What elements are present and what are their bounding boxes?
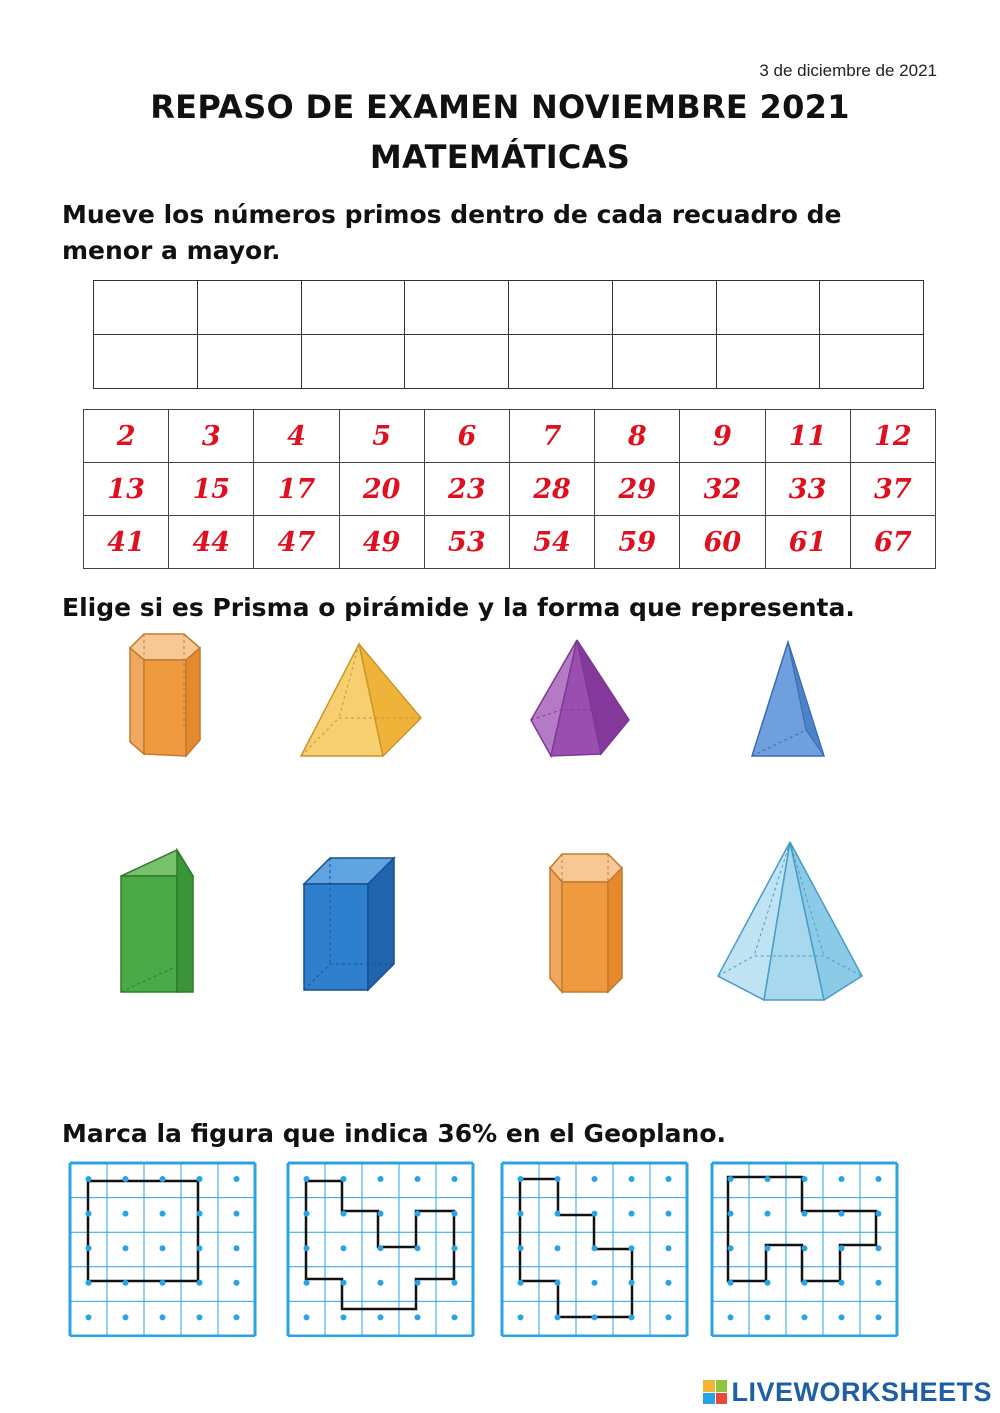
draggable-number[interactable]: 12 — [850, 410, 935, 463]
triangular-prism-icon[interactable] — [117, 846, 197, 996]
draggable-number[interactable]: 59 — [595, 516, 680, 569]
answer-drop-cell[interactable] — [820, 335, 924, 389]
rectangular-prism-icon[interactable] — [300, 854, 398, 994]
triangular-pyramid-icon[interactable] — [750, 638, 830, 760]
geoplano-option-4[interactable] — [706, 1157, 900, 1337]
square-pyramid-icon[interactable] — [297, 640, 425, 762]
draggable-number[interactable]: 23 — [424, 463, 509, 516]
answer-drop-cell[interactable] — [405, 281, 509, 335]
geoplano-option-3[interactable] — [496, 1157, 690, 1337]
draggable-number[interactable]: 33 — [765, 463, 850, 516]
draggable-number[interactable]: 67 — [850, 516, 935, 569]
number-row — [84, 516, 936, 569]
draggable-number[interactable]: 20 — [339, 463, 424, 516]
draggable-number[interactable]: 9 — [680, 410, 765, 463]
draggable-number[interactable]: 53 — [424, 516, 509, 569]
answer-drop-cell[interactable] — [94, 335, 198, 389]
answer-drop-cell[interactable] — [301, 281, 405, 335]
answer-drop-cell[interactable] — [301, 335, 405, 389]
draggable-number[interactable]: 4 — [254, 410, 339, 463]
liveworksheets-logo — [703, 1376, 992, 1408]
instruction-geoplano: Marca la figura que indica 36% en el Geoplano. — [62, 1119, 727, 1148]
draggable-number[interactable]: 13 — [84, 463, 169, 516]
logo-icon — [703, 1380, 727, 1404]
page-title: REPASO DE EXAMEN NOVIEMBRE 2021 — [150, 88, 850, 126]
answer-row — [94, 335, 924, 389]
date-label: 3 de diciembre de 2021 — [759, 61, 937, 80]
draggable-number[interactable]: 17 — [254, 463, 339, 516]
answer-drop-cell[interactable] — [509, 281, 613, 335]
logo-text: LIVEWORKSHEETS — [731, 1376, 992, 1407]
draggable-number[interactable]: 29 — [595, 463, 680, 516]
answer-row — [94, 281, 924, 335]
answer-drop-cell[interactable] — [716, 281, 820, 335]
answer-drop-cell[interactable] — [197, 281, 301, 335]
draggable-number[interactable]: 61 — [765, 516, 850, 569]
answer-drop-cell[interactable] — [716, 335, 820, 389]
draggable-number[interactable]: 47 — [254, 516, 339, 569]
answer-drop-cell[interactable] — [197, 335, 301, 389]
draggable-number[interactable]: 6 — [424, 410, 509, 463]
draggable-number[interactable]: 54 — [509, 516, 594, 569]
draggable-number[interactable]: 8 — [595, 410, 680, 463]
answer-drop-cell[interactable] — [509, 335, 613, 389]
number-bank — [83, 409, 936, 569]
answer-drop-cell[interactable] — [612, 281, 716, 335]
geoplano-option-2[interactable] — [282, 1157, 476, 1337]
draggable-number[interactable]: 44 — [169, 516, 254, 569]
instruction-shapes: Elige si es Prisma o pirámide y la forma que representa. — [62, 593, 855, 622]
answer-drop-cell[interactable] — [405, 335, 509, 389]
draggable-number[interactable]: 7 — [509, 410, 594, 463]
answer-drop-cell[interactable] — [94, 281, 198, 335]
instruction-primes: Mueve los números primos dentro de cada recuadro de menor a mayor. — [62, 200, 842, 265]
draggable-number[interactable]: 37 — [850, 463, 935, 516]
number-row — [84, 410, 936, 463]
draggable-number[interactable]: 32 — [680, 463, 765, 516]
draggable-number[interactable]: 2 — [84, 410, 169, 463]
hexagonal-prism-icon[interactable] — [546, 850, 626, 996]
pentagonal-pyramid-icon[interactable] — [525, 636, 635, 760]
draggable-number[interactable]: 60 — [680, 516, 765, 569]
draggable-number[interactable]: 5 — [339, 410, 424, 463]
hexagonal-pyramid-icon[interactable] — [714, 838, 866, 1004]
draggable-number[interactable]: 41 — [84, 516, 169, 569]
answer-drop-cell[interactable] — [820, 281, 924, 335]
draggable-number[interactable]: 28 — [509, 463, 594, 516]
answer-grid — [93, 280, 924, 389]
draggable-number[interactable]: 11 — [765, 410, 850, 463]
pentagonal-prism-icon[interactable] — [120, 628, 210, 764]
draggable-number[interactable]: 15 — [169, 463, 254, 516]
answer-drop-cell[interactable] — [612, 335, 716, 389]
draggable-number[interactable]: 3 — [169, 410, 254, 463]
number-row — [84, 463, 936, 516]
draggable-number[interactable]: 49 — [339, 516, 424, 569]
page-subtitle: MATEMÁTICAS — [369, 138, 631, 176]
geoplano-option-1[interactable] — [64, 1157, 258, 1337]
